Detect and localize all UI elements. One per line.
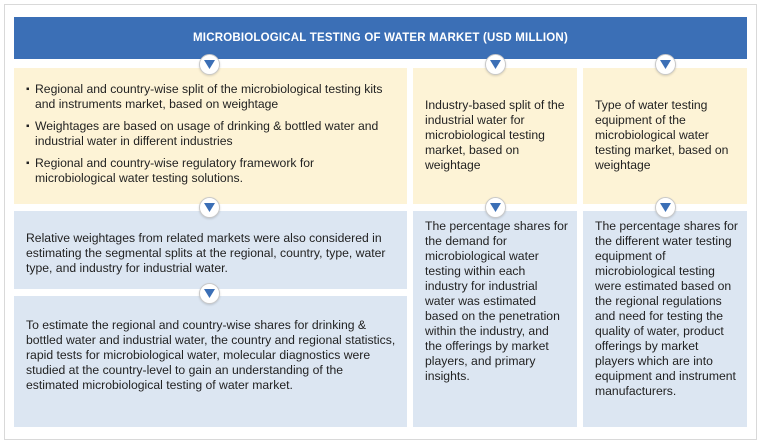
right-bottom-text: The percentage shares for the different water testing equipment of microbiological testing were estimated based on the regional regulations and need for testing the quality of water, product offerings by market players which are into equipment and instrument manufacturers. xyxy=(595,219,738,398)
left-middle-text: Relative weightages from related markets were also considered in estimating the segmental splits at the regional, country, type, water type, and industry for industrial water. xyxy=(26,231,386,275)
middle-bottom-box xyxy=(413,211,577,427)
bullet-item: ▪ Weightages are based on usage of drinking & bottled water and industrial water in different industries xyxy=(26,119,397,149)
left-top-box xyxy=(14,68,407,204)
down-arrow-icon xyxy=(655,54,676,75)
left-top-bullet-list xyxy=(26,82,397,186)
middle-bottom-text: The percentage shares for the demand for microbiological water testing within each industry for industrial water was estimated based on the penetration within the industry, and the offerings by market players, and primary insights. xyxy=(425,219,568,383)
right-top-box xyxy=(583,68,747,204)
bullet-item: ▪ Regional and country-wise regulatory framework for microbiological water testing solutions. xyxy=(26,156,397,186)
down-arrow-icon xyxy=(199,54,220,75)
bullet-item: ▪ Regional and country-wise split of the microbiological testing kits and instruments market, based on weightage xyxy=(26,82,397,112)
left-bottom-box xyxy=(14,296,407,427)
left-bottom-text: To estimate the regional and country-wise shares for drinking & bottled water and industrial water, the country and regional statistics, rapid tests for microbiological water, molecular diagnostics were studied at the country-level to gain an understanding of the estimated microbiological testing of water market. xyxy=(26,318,396,392)
diagram-title: MICROBIOLOGICAL TESTING OF WATER MARKET (USD MILLION) xyxy=(14,17,747,59)
left-middle-box xyxy=(14,211,407,289)
down-arrow-icon xyxy=(485,197,506,218)
right-top-text: Type of water testing equipment of the microbiological water testing market, based on weightage xyxy=(595,98,729,172)
down-arrow-icon xyxy=(485,54,506,75)
down-arrow-icon xyxy=(199,283,220,304)
down-arrow-icon xyxy=(655,197,676,218)
right-bottom-box xyxy=(583,211,747,427)
middle-top-box xyxy=(413,68,577,204)
down-arrow-icon xyxy=(199,197,220,218)
middle-top-text: Industry-based split of the industrial water for microbiological testing market, based on weightage xyxy=(425,98,565,172)
